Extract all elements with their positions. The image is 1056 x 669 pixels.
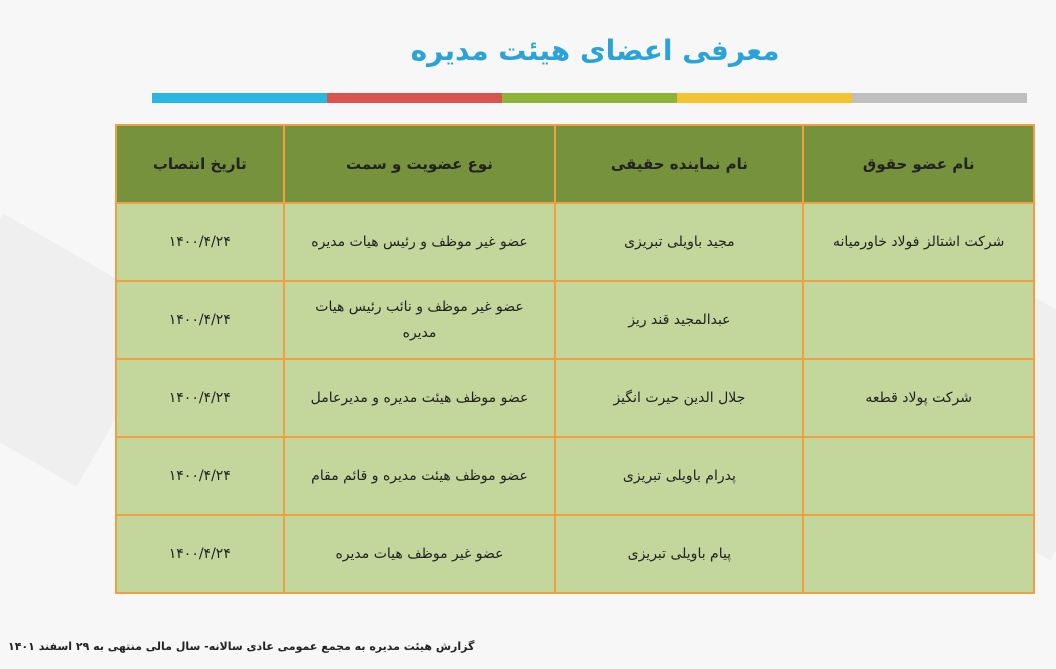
table-cell	[803, 281, 1034, 359]
table-row	[116, 203, 1034, 281]
table-row	[116, 437, 1034, 515]
table-cell	[803, 437, 1034, 515]
table-cell: عضو غیر موظف و رئیس هیات مدیره	[284, 203, 556, 281]
page-title: معرفی اعضای هیئت مدیره	[410, 34, 780, 67]
table-cell: ۱۴۰۰/۴/۲۴	[116, 281, 284, 359]
column-header: نام عضو حقوق	[803, 125, 1034, 203]
table-cell: ۱۴۰۰/۴/۲۴	[116, 515, 284, 593]
color-segment	[152, 93, 327, 103]
table-cell: عبدالمجید قند ریز	[555, 281, 803, 359]
table-row	[116, 281, 1034, 359]
table-cell: شرکت پولاد قطعه	[803, 359, 1034, 437]
column-header: نوع عضویت و سمت	[284, 125, 556, 203]
color-segment	[502, 93, 677, 103]
table-cell: عضو غیر موظف هیات مدیره	[284, 515, 556, 593]
table-cell: شرکت اشتالز فولاد خاورمیانه	[803, 203, 1034, 281]
table-cell: عضو غیر موظف و نائب رئیس هیات مدیره	[284, 281, 556, 359]
table-row	[116, 359, 1034, 437]
table-cell: عضو موظف هیئت مدیره و قائم مقام	[284, 437, 556, 515]
table-cell: عضو موظف هیئت مدیره و مدیرعامل	[284, 359, 556, 437]
color-segment	[327, 93, 502, 103]
table-cell: جلال الدین حیرت انگیز	[555, 359, 803, 437]
header-row	[116, 125, 1034, 203]
table-cell: مجید باویلی تبریزی	[555, 203, 803, 281]
color-segment	[852, 93, 1027, 103]
table-cell: ۱۴۰۰/۴/۲۴	[116, 359, 284, 437]
footer-text: گزارش هیئت مدیره به مجمع عمومی عادی سالانه- سال مالی منتهی به ۲۹ اسفند ۱۴۰۱	[8, 640, 475, 653]
table-row	[116, 515, 1034, 593]
table-cell	[803, 515, 1034, 593]
table-cell: ۱۴۰۰/۴/۲۴	[116, 437, 284, 515]
column-header: تاریخ انتصاب	[116, 125, 284, 203]
color-segment	[677, 93, 852, 103]
board-members-table	[115, 124, 1035, 594]
table-cell: پیام باویلی تبریزی	[555, 515, 803, 593]
color-bar	[152, 93, 1027, 103]
table-cell: ۱۴۰۰/۴/۲۴	[116, 203, 284, 281]
column-header: نام نماینده حقیقی	[555, 125, 803, 203]
table-cell: پدرام باویلی تبریزی	[555, 437, 803, 515]
